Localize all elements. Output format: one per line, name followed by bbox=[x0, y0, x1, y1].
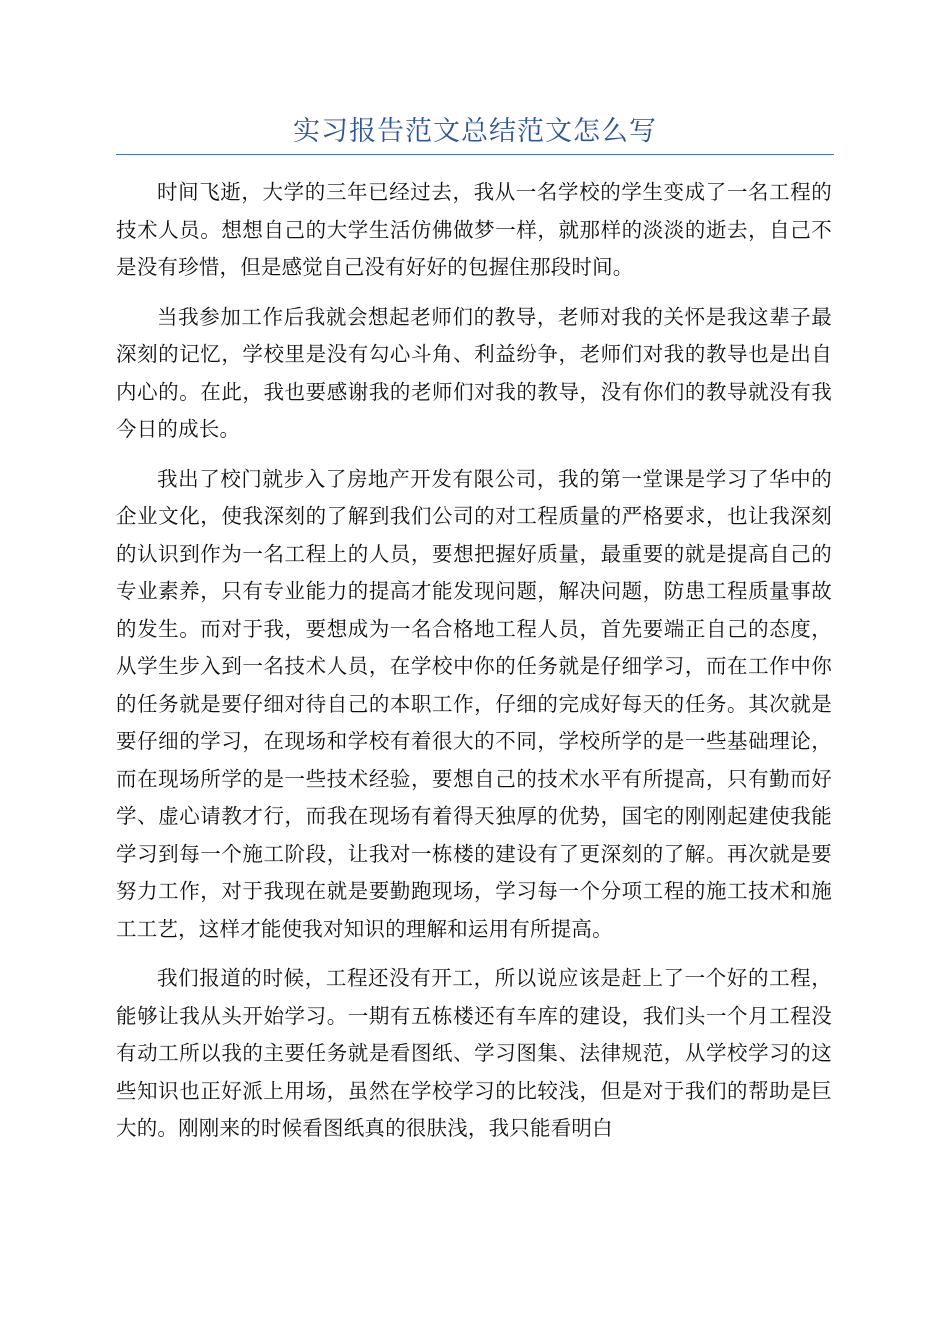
paragraph: 我们报道的时候，工程还没有开工，所以说应该是赶上了一个好的工程，能够让我从头开始学习。一期有五栋楼还有车库的建设，我们头一个月工程没有动工所以我的主要任务就是看图纸、学习图集、法律规范，从学校学习的这些知识也正好派上用场，虽然在学校学习的比较浅，但是对于我们的帮助是巨大的。刚刚来的时候看图纸真的很肤浅，我只能看明白 bbox=[116, 966, 832, 1140]
page-title: 实习报告范文总结范文怎么写 bbox=[293, 116, 657, 147]
paragraph: 我出了校门就步入了房地产开发有限公司，我的第一堂课是学习了华中的企业文化，使我深刻的了解到我们公司的对工程质量的严格要求，也让我深刻的认识到作为一名工程上的人员，要想把握好质量，最重要的就是提高自己的专业素养，只有专业能力的提高才能发现问题，解决问题，防患工程质量事故的发生。而对于我，要想成为一名合格地工程人员，首先要端正自己的态度，从学生步入到一名技术人员，在学校中你的任务就是仔细学习，而在工作中你的任务就是要仔细对待自己的本职工作，仔细的完成好每天的任务。其次就是要仔细的学习，在现场和学校有着很大的不同，学校所学的是一些基础理论，而在现场所学的是一些技术经验，要想自己的技术水平有所提高，只有勤而好学、虚心请教才行，而我在现场有着得天独厚的优势，国宅的刚刚起建使我能学习到每一个施工阶段，让我对一栋楼的建设有了更深刻的了解。再次就是要努力工作，对于我现在就是要勤跑现场，学习每一个分项工程的施工技术和施工工艺，这样才能使我对知识的理解和运用有所提高。 bbox=[116, 466, 832, 941]
title-underline bbox=[116, 154, 834, 155]
paragraph: 当我参加工作后我就会想起老师们的教导，老师对我的关怀是我这辈子最深刻的记忆，学校里是没有勾心斗角、利益纷争，老师们对我的教导也是出自内心的。在此，我也要感谢我的老师们对我的教导，没有你们的教导就没有我今日的成长。 bbox=[116, 304, 832, 441]
paragraph: 时间飞逝，大学的三年已经过去，我从一名学校的学生变成了一名工程的技术人员。想想自己的大学生活仿佛做梦一样，就那样的淡淡的逝去，自己不是没有珍惜，但是感觉自己没有好好的包握住那段时间。 bbox=[116, 180, 832, 279]
document-body bbox=[116, 174, 832, 1160]
